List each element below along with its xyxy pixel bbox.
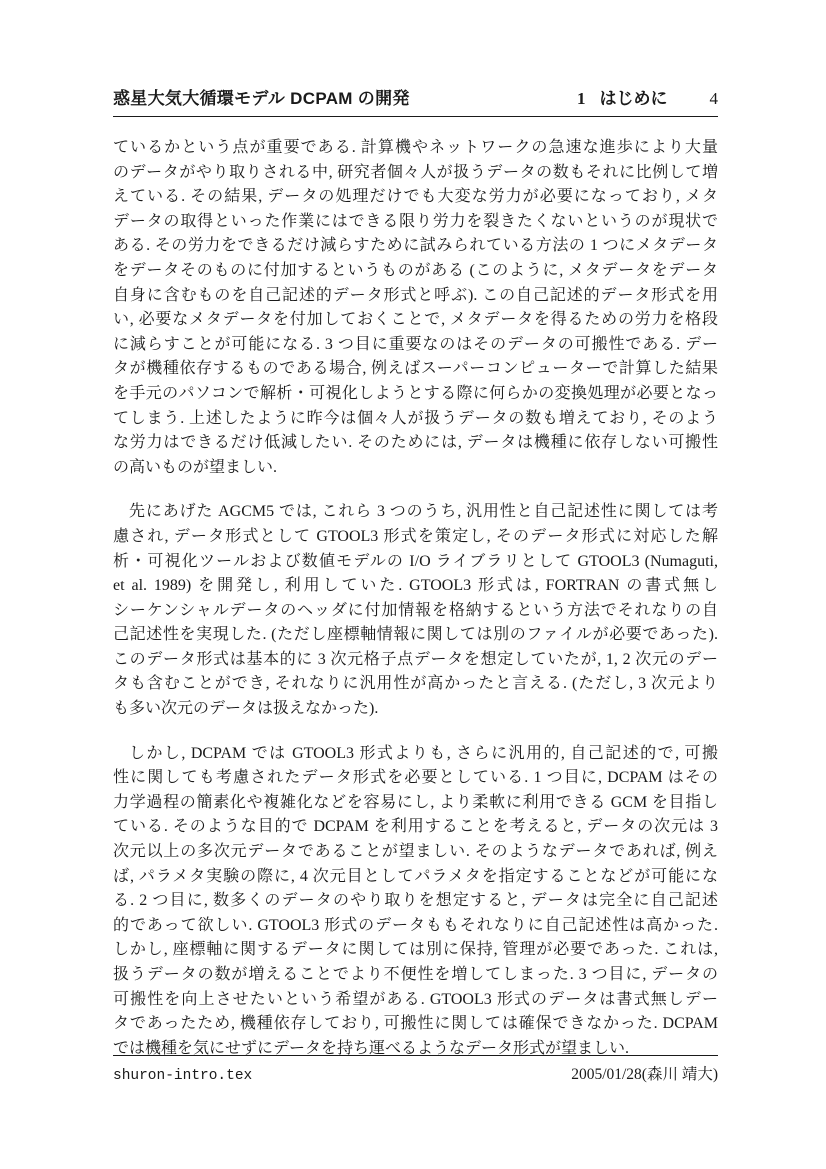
footer-filename: shuron-intro.tex [113,1068,253,1084]
page-header [113,84,718,117]
text-line: 自身に含むものを自己記述的データ形式と呼ぶ). この自己記述的データ形式を用 [113,286,718,304]
text-line: 己記述性を実現した. (ただし座標軸情報に関しては別のファイルが必要であった). [113,626,718,644]
text-line: 性に関しても考慮されたデータ形式を必要としている. 1 つ目に, DCPAM はその [113,769,718,787]
page-footer [113,1055,718,1084]
text-line: てしまう. 上述したように昨今は個々人が扱うデータの数も増えており, そのよう [113,409,718,427]
text-line: ば, パラメタ実験の際に, 4 次元目としてパラメタを指定することなどが可能にな [113,867,718,885]
text-line: タであったため, 機種依存しており, 可搬性に関しては確保できなかった. DCPAM [113,1015,718,1033]
text-line: のデータがやり取りされる中, 研究者個々人が扱うデータの数もそれに比例して増 [113,163,718,181]
text-line: をデータそのものに付加するというものがある (このように, メタデータをデータ [113,261,718,279]
text-line: 的であって欲しい. GTOOL3 形式のデータももそれなりに自己記述性は高かった. [113,916,718,934]
text-line: 析・可視化ツールおよび数値モデルの I/O ライブラリとして GTOOL3 (Numaguti, [113,552,718,570]
text-line: い, 必要なメタデータを付加しておくことで, メタデータを得るための労力を格段 [113,311,718,329]
section-number: 1 [577,89,586,108]
text-line: しかし, DCPAM では GTOOL3 形式よりも, さらに汎用的, 自己記述的で, 可搬 [129,744,718,762]
text-line: シーケンシャルデータのヘッダに付加情報を格納するという方法でそれなりの自 [113,601,718,619]
text-line: る. 2 つ目に, 数多くのデータのやり取りを想定すると, データは完全に自己記述 [113,892,718,910]
text-line: に減らすことが可能になる. 3 つ目に重要なのはそのデータの可搬性である. デー [113,335,718,353]
text-line: ある. その労力をできるだけ減らすために試みられている方法の 1 つにメタデータ [113,237,718,255]
text-line: 可搬性を向上させたいという希望がある. GTOOL3 形式のデータは書式無しデー [113,990,718,1008]
text-line: えている. その結果, データの処理だけでも大変な労力が必要になっており, メタ [113,188,718,206]
text-line: タも含むことができ, それなりに汎用性が高かったと言える. (ただし, 3 次元より [113,675,718,693]
text-line: 力学過程の簡素化や複雑化などを容易にし, より柔軟に利用できる GCM を目指し [113,793,718,811]
text-line: も多い次元のデータは扱えなかった). [113,700,379,718]
text-line: ているかという点が重要である. 計算機やネットワークの急速な進歩により大量 [113,139,718,156]
text-line: な労力はできるだけ低減したい. そのためには, データは機種に依存しない可搬性 [113,434,718,452]
footer-date-author: 2005/01/28(森川 靖大) [571,1066,718,1083]
text-line: データの取得といった作業にはできる限り労力を裂きたくないというのが現状で [113,212,718,230]
header-section-group [577,84,718,109]
paragraph [113,136,718,480]
text-line: 扱うデータの数が増えることでより不便性を増してしまった. 3 つ目に, データの [113,966,718,983]
text-line: 次元以上の多次元データであることが望ましい. そのようなデータであれば, 例え [113,843,718,861]
text-line: et al. 1989) を開発し, 利用していた. GTOOL3 形式は, FORTRAN の書式無し [113,577,718,595]
document-body [113,136,718,1081]
page-number: 4 [709,89,718,108]
text-line: ている. そのような目的で DCPAM を利用することを考えると, データの次元は 3 [113,818,718,836]
text-line: しかし, 座標軸に関するデータに関しては別に保持, 管理が必要であった. これは, [113,941,718,959]
text-line: では機種を気にせずにデータを持ち運べるようなデータ形式が望ましい. [113,1039,630,1057]
text-line: を手元のパソコンで解析・可視化しようとする際に何らかの変換処理が必要となっ [113,384,718,402]
text-line: このデータ形式は基本的に 3 次元格子点データを想定していたが, 1, 2 次元のデー [113,650,718,668]
text-line: 先にあげた AGCM5 では, これら 3 つのうち, 汎用性と自己記述性に関しては考 [129,503,718,521]
section-title: はじめに [599,89,668,108]
text-line: タが機種依存するものである場合, 例えばスーパーコンピューターで計算した結果 [113,360,718,378]
paragraph [113,742,718,1062]
text-line: 慮され, データ形式として GTOOL3 形式を策定し, そのデータ形式に対応した解 [113,527,718,545]
running-title: 惑星大気大循環モデル DCPAM の開発 [113,89,410,108]
text-line: の高いものが望ましい. [113,458,278,476]
paragraph [113,500,718,721]
